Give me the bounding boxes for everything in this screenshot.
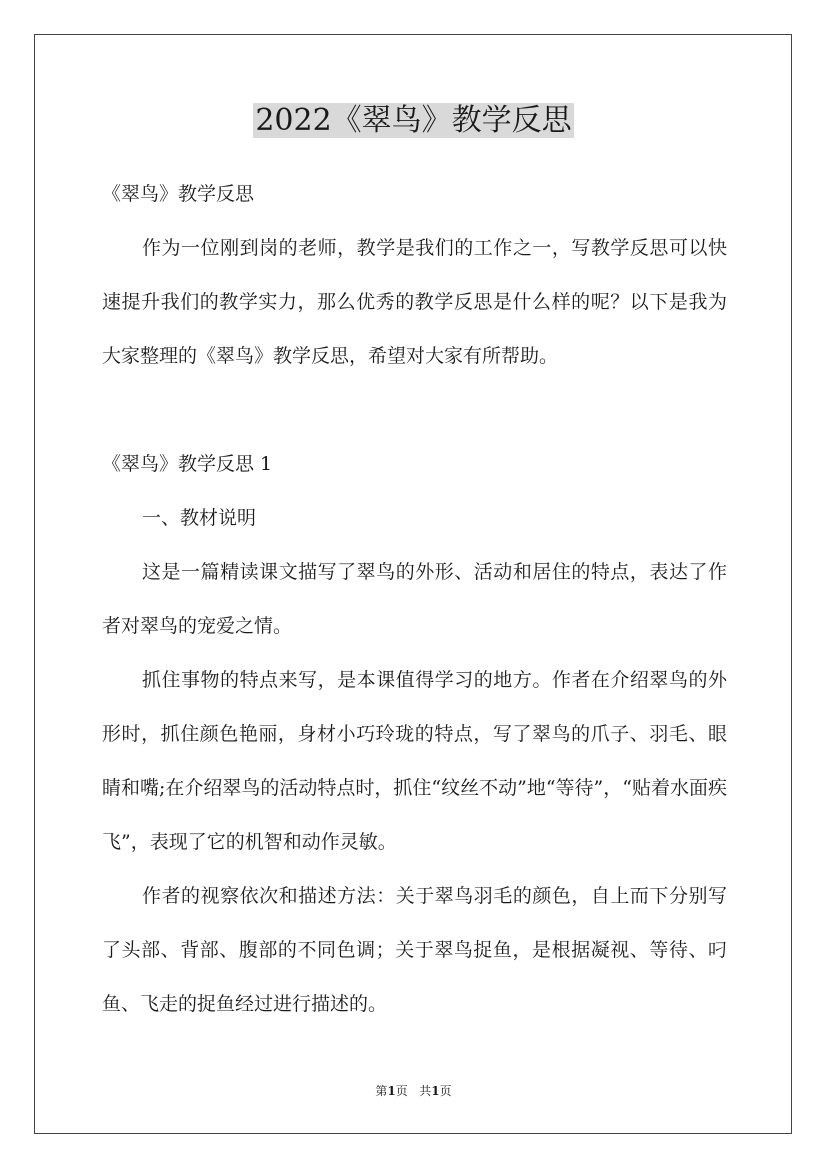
body-paragraph-3: 作者的视察依次和描述方法：关于翠鸟羽毛的颜色，自上而下分别写了头部、背部、腹部的不同色调；关于翠鸟捉鱼，是根据凝视、等待、叼鱼、飞走的捉鱼经过进行描述的。 xyxy=(102,885,727,1015)
document-title-text: 2022《翠鸟》教学反思 xyxy=(255,103,572,138)
total-pages: 1 xyxy=(431,1084,440,1098)
page-prefix: 第 xyxy=(375,1084,388,1098)
section-heading: 一、教材说明 xyxy=(142,507,257,529)
page-suffix: 页 xyxy=(395,1084,408,1098)
total-suffix: 页 xyxy=(439,1084,452,1098)
section-title: 《翠鸟》教学反思 1 xyxy=(102,453,273,475)
body-paragraph-1: 这是一篇精读课文描写了翠鸟的外形、活动和居住的特点，表达了作者对翠鸟的宠爱之情。 xyxy=(102,561,727,637)
page-footer xyxy=(0,1083,827,1099)
body-paragraph-2: 抓住事物的特点来写，是本课值得学习的地方。作者在介绍翠鸟的外形时，抓住颜色艳丽，身材小巧玲珑的特点，写了翠鸟的爪子、羽毛、眼睛和嘴;在介绍翠鸟的活动特点时，抓住“纹丝不动”地“等待”，“贴着水面疾飞”，表现了它的机智和动作灵敏。 xyxy=(102,669,727,853)
total-prefix: 共 xyxy=(419,1084,432,1098)
document-subtitle: 《翠鸟》教学反思 xyxy=(102,183,255,205)
document-title xyxy=(0,100,827,142)
intro-paragraph: 作为一位刚到岗的老师，教学是我们的工作之一，写教学反思可以快速提升我们的教学实力，那么优秀的教学反思是什么样的呢？以下是我为大家整理的《翠鸟》教学反思，希望对大家有所帮助。 xyxy=(102,237,727,367)
page-number: 1 xyxy=(387,1084,396,1098)
